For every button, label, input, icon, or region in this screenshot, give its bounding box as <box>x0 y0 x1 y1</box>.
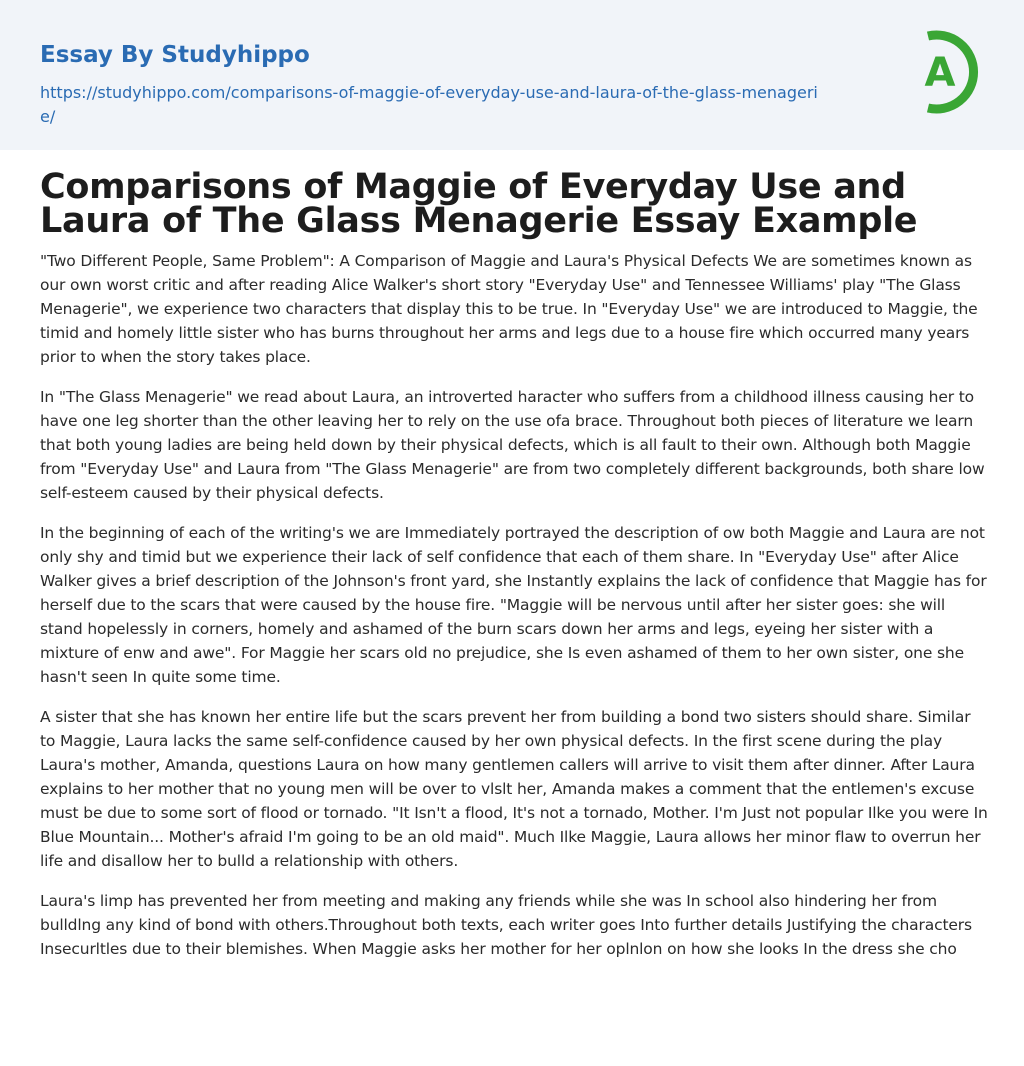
source-url-link[interactable]: https://studyhippo.com/comparisons-of-maggie-of-everyday-use-and-laura-of-the-glass-menagerie/ <box>40 83 818 126</box>
essay-paragraph-5: Laura's limp has prevented her from meeting and making any friends while she was In school also hindering her from bulldlng any kind of bond with others.Throughout both texts, each writer goes Into further details Justifying the characters Insecurltles due to their blemishes. When Maggie asks her mother for her oplnlon on how she looks In the dress she cho <box>40 892 972 958</box>
essay-paragraph-2: In "The Glass Menagerie" we read about Laura, an introverted haracter who suffers from a childhood illness causing her to have one leg shorter than the other leaving her to rely on the use ofa brace. Throughout both pieces of literature we learn that both young ladies are being held down by their physical defects, which is all fault to their own. Although both Maggie from "Everyday Use" and Laura from "The Glass Menagerie" are from two completely different backgrounds, both share low self-esteem caused by their physical defects. <box>40 388 985 502</box>
brand-name[interactable]: Essay By Studyhippo <box>40 42 310 68</box>
logo-letter: A <box>924 50 956 96</box>
studyhippo-logo-icon[interactable] <box>906 26 990 118</box>
essay-paragraph-3: In the beginning of each of the writing's we are Immediately portrayed the description of ow both Maggie and Laura are not only shy and timid but we experience their lack of self confidence that each of them share. In "Everyday Use" after Alice Walker gives a brief description of the Johnson's front yard, she Instantly explains the lack of confidence that Maggie has for herself due to the scars that were caused by the house fire. "Maggie will be nervous until after her sister goes: she will stand hopelessly in corners, homely and ashamed of the burn scars down her arms and legs, eyeing her sister with a mixture of enw and awe". For Maggie her scars old no prejudice, she Is even ashamed of them to her own sister, one she hasn't seen In quite some time. <box>40 524 987 686</box>
essay-body <box>40 249 990 977</box>
essay-paragraph-4: A sister that she has known her entire life but the scars prevent her from building a bond two sisters should share. Similar to Maggie, Laura lacks the same self-confidence caused by her own physical defects. In the first scene during the play Laura's mother, Amanda, questions Laura on how many gentlemen callers will arrive to visit them after dinner. After Laura explains to her mother that no young men will be over to vlslt her, Amanda makes a comment that the entlemen's excuse must be due to some sort of flood or tornado. "It Isn't a flood, It's not a tornado, Mother. I'm Just not popular Ilke you were In Blue Mountain... Mother's afraid I'm going to be an old maid". Much Ilke Maggie, Laura allows her minor flaw to overrun her life and disallow her to bulld a relationship with others. <box>40 708 988 870</box>
essay-paragraph-1: "Two Different People, Same Problem": A Comparison of Maggie and Laura's Physical Defects We are sometimes known as our own worst critic and after reading Alice Walker's short story "Everyday Use" and Tennessee Williams' play "The Glass Menagerie", we experience two characters that display this to be true. In "Everyday Use" we are introduced to Maggie, the timid and homely little sister who has burns throughout her arms and legs due to a house fire which occurred many years prior to when the story takes place. <box>40 252 978 366</box>
site-header <box>0 0 1024 150</box>
essay-title: Comparisons of Maggie of Everyday Use and Laura of The Glass Menagerie Essay Example <box>40 167 918 241</box>
